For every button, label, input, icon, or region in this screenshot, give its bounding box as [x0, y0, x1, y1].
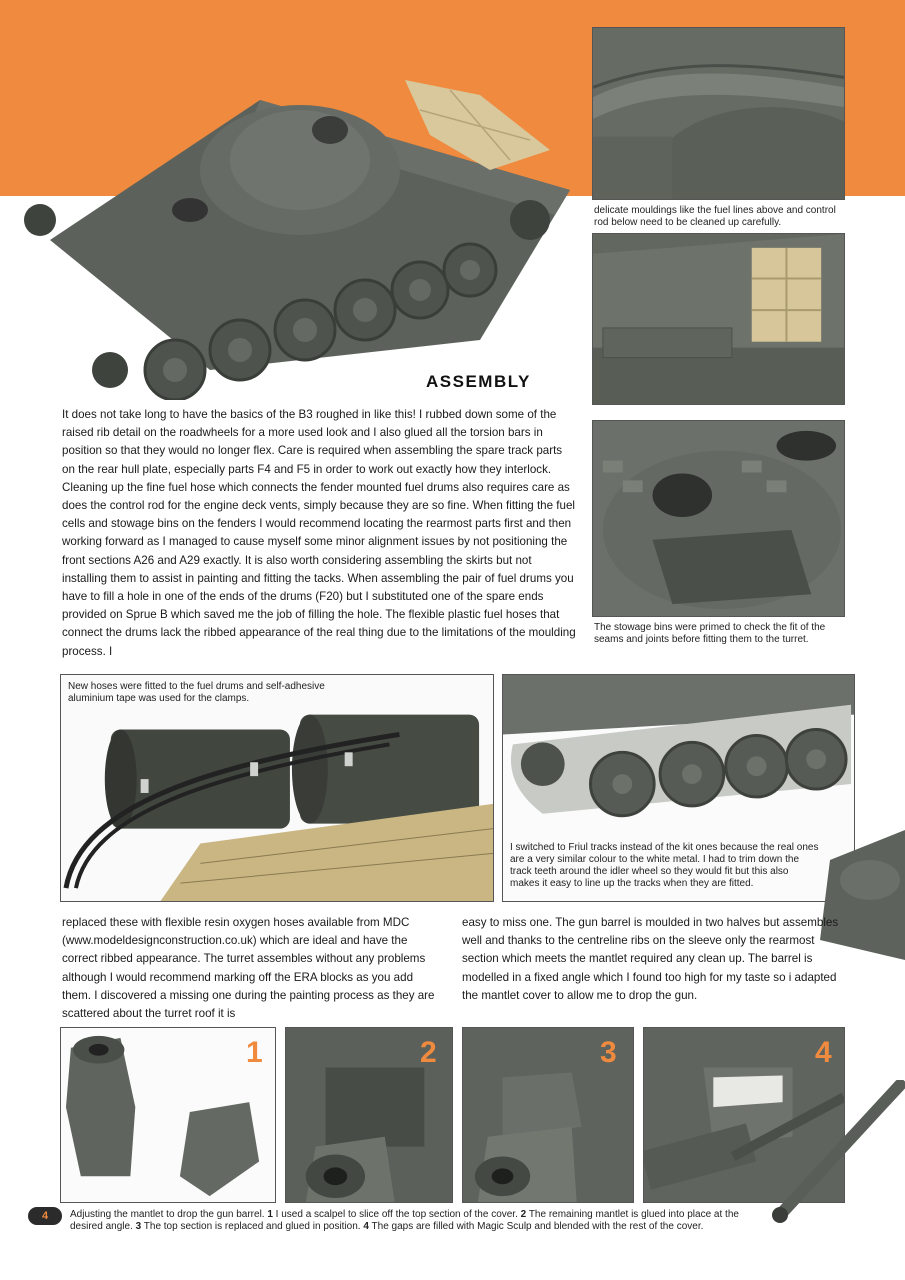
caption-step-2-text: The remaining mantlet is glued into place at the desired angle. [70, 1209, 739, 1232]
page-number: 4 [28, 1207, 62, 1225]
step-1-photo [60, 1027, 276, 1203]
hoses-caption: New hoses were fitted to the fuel drums and self-adhesive aluminium tape was used for the clamps. [68, 681, 325, 704]
mantlet-steps-caption [70, 1209, 770, 1232]
caption-step-1-text: I used a scalpel to slice off the top section of the cover. [272, 1209, 521, 1220]
stowage-bins-photo [592, 420, 845, 617]
fuel-lines-caption: delicate mouldings like the fuel lines above and control rod below need to be cleaned up carefully. [594, 205, 836, 228]
caption-step-3-text: The top section is replaced and glued in position. [141, 1220, 364, 1232]
caption-step-3-number: 3 [135, 1220, 142, 1232]
step-number-4: 4 [815, 1036, 832, 1069]
fuel-lines-photo [592, 27, 845, 200]
body-paragraph-1: It does not take long to have the basics of the B3 roughed in like this! I rubbed down some of the raised rib detail on the roadwheels for a more used look and I also glued all the torsion bars in position so that they would no longer flex. Care is required when assembling the spare track parts on the rear hull plate, especially parts F4 and F5 in order to work out exactly how they interlock. Cleaning up the fine fuel hose which connects the fender mounted fuel drums also requires care as does the control rod for the engine deck vents, simply because they are so fine. When fitting the fuel cells and stowage bins on the fenders I would recommend locating the rearmost parts first and then working forward as I managed to cause myself some minor alignment issues by not positioning the front sections A26 and A29 exactly. It is also worth considering assembling the skirts but not installing them to assist in painting and fitting the tacks. When assembling the pair of fuel drums you have to fill a hole in one of the ends of the drums (F20) but I substituted one of the spare ends provided on Sprue B which saved me the job of filling the hole. The flexible plastic fuel hoses that connect the drums lack the ribbed appearance of the real thing due to the limitations of the moulding process. I [62, 408, 576, 658]
caption-step-4-number: 4 [363, 1220, 369, 1232]
step-number-1: 1 [246, 1036, 263, 1069]
step-number-3: 3 [600, 1036, 617, 1069]
caption-intro: Adjusting the mantlet to drop the gun barrel. [70, 1209, 268, 1220]
caption-step-2-number: 2 [520, 1209, 527, 1220]
caption-step-4-text: The gaps are filled with Magic Sculp and blended with the rest of the cover. [368, 1220, 704, 1232]
body-paragraph-2-left: replaced these with flexible resin oxygen hoses available from MDC (www.modeldesignconstruction.co.uk) which are ideal and have the correct ribbed appearance. The turret assembles without any problems although I would recommend marking off the ERA blocks as you add them. I discovered a missing one during the painting process as they are scattered about the turret roof it is [62, 916, 435, 1021]
main-tank-photo [10, 40, 590, 400]
caption-step-1-number: 1 [267, 1209, 273, 1220]
tracks-caption: I switched to Friul tracks instead of the kit ones because the real ones are a very similar colour to the white metal. I had to trim down the track teeth around the idler wheel so they would fit but this also makes it easy to line up the tracks when they are fitted. [510, 842, 819, 889]
assembly-heading: ASSEMBLY [426, 372, 531, 391]
body-paragraph-2-right: easy to miss one. The gun barrel is moulded in two halves but assembles well and thanks to the centreline ribs on the sleeve only the rearmost section which meets the mantlet required any clean up. The barrel is modelled in a fixed angle which I found too high for my taste so i adapted the mantlet cover to allow me to drop the gun. [462, 916, 839, 1002]
engine-deck-photo [592, 233, 845, 405]
stowage-caption: The stowage bins were primed to check the fit of the seams and joints before fitting them to the turret. [594, 622, 826, 645]
gun-barrel-cutout [760, 1080, 905, 1230]
step-number-2: 2 [420, 1036, 437, 1069]
fuel-drums-photo [60, 674, 494, 902]
